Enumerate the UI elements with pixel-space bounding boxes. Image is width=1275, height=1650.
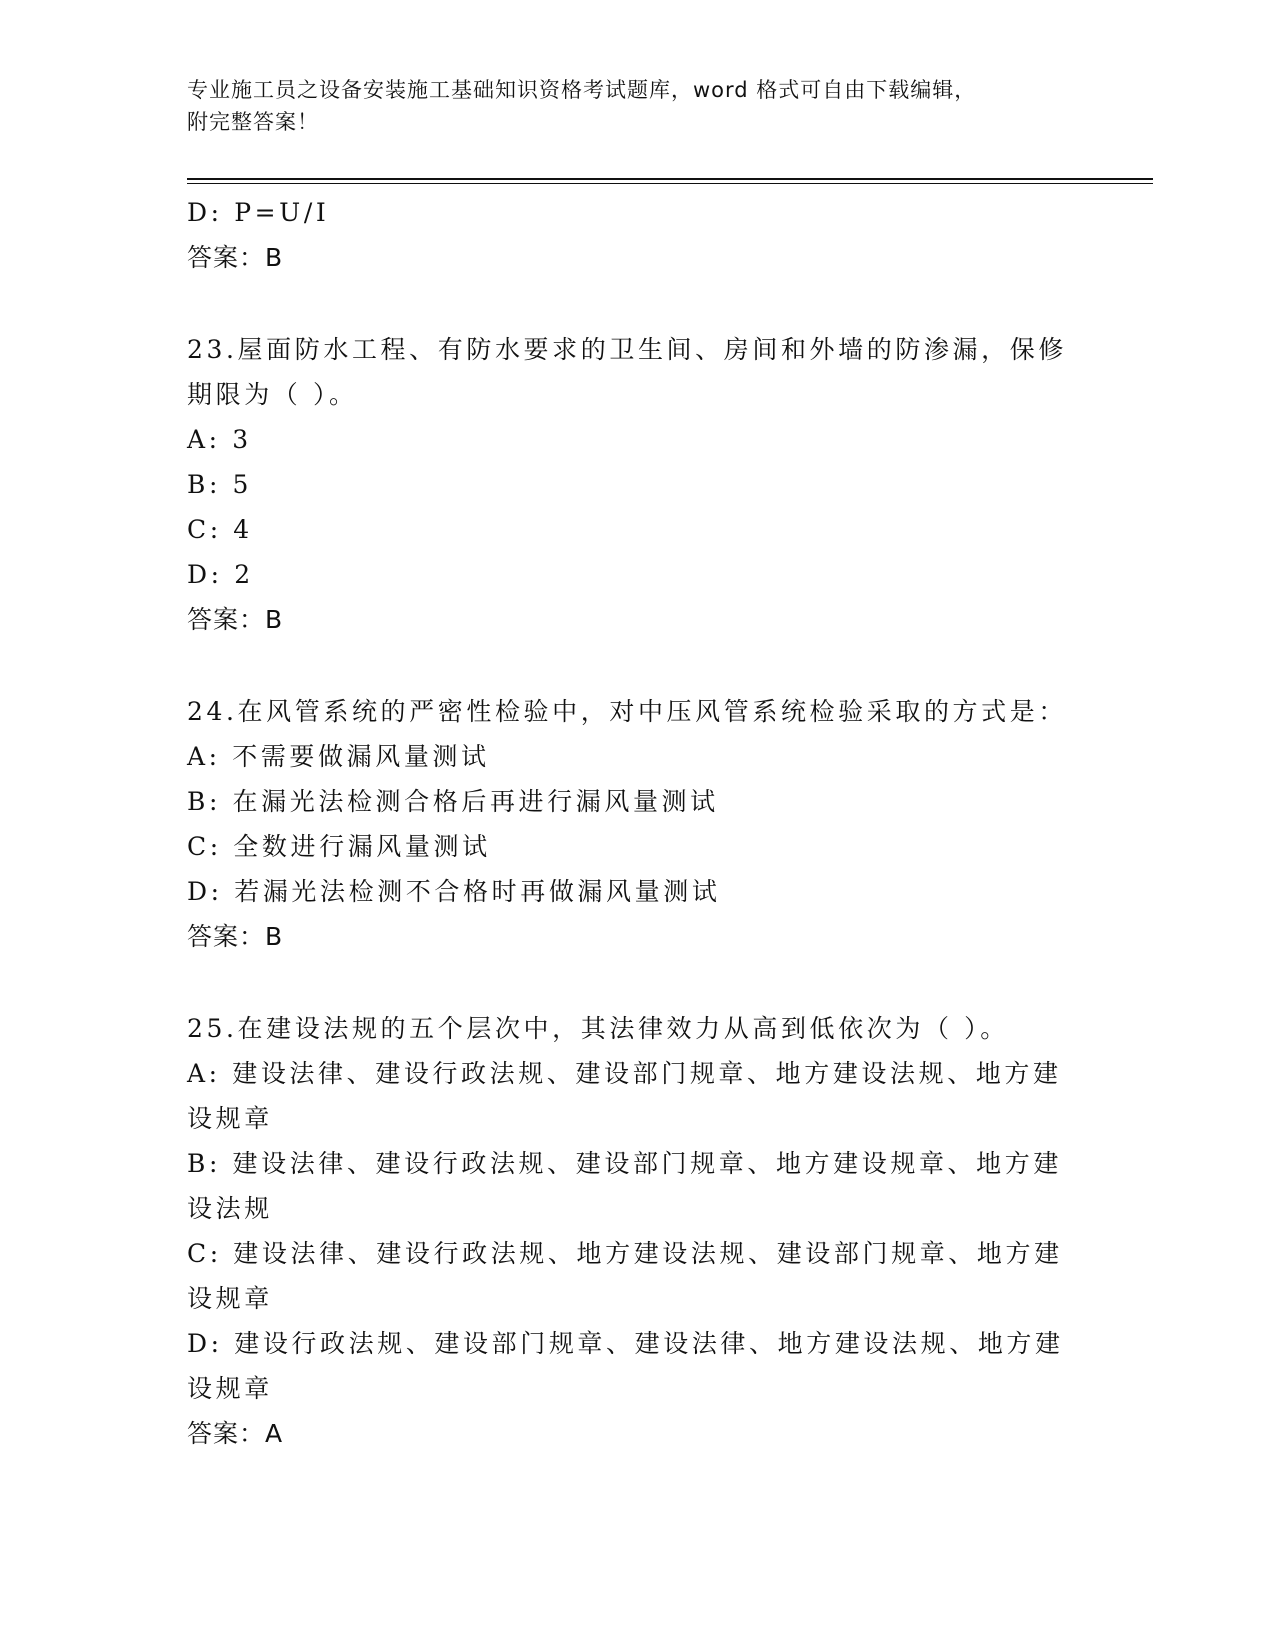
header-line-2: 附完整答案！: [187, 110, 319, 134]
option-d: D: 建设行政法规、建设部门规章、建设法律、地方建设法规、地方建: [187, 1329, 1064, 1358]
question-23: [187, 327, 1087, 643]
spacer: [187, 281, 1087, 327]
spacer: [187, 643, 1087, 689]
prev-answer: 答案：B: [187, 243, 284, 272]
option-a: A: 3: [187, 425, 252, 454]
option-c: C: 4: [187, 515, 253, 544]
prev-option-d: D: P=U/I: [187, 198, 330, 227]
option-d: D: 若漏光法检测不合格时再做漏风量测试: [187, 877, 721, 906]
option-d: D: 2: [187, 560, 254, 589]
header-rule-thick: [187, 178, 1153, 180]
option-c: C: 全数进行漏风量测试: [187, 832, 491, 861]
option-b: B: 建设法律、建设行政法规、建设部门规章、地方建设规章、地方建: [187, 1149, 1062, 1178]
question-stem: 23.屋面防水工程、有防水要求的卫生间、房间和外墙的防渗漏，保修: [187, 335, 1067, 364]
page-header: [187, 74, 1087, 138]
answer-label: 答案：B: [187, 922, 284, 951]
question-25: [187, 1006, 1087, 1457]
header-line-1: 专业施工员之设备安装施工基础知识资格考试题库，word 格式可自由下载编辑，: [187, 78, 977, 102]
question-24: [187, 689, 1087, 960]
question-content: [187, 190, 1087, 1457]
option-b: B: 在漏光法检测合格后再进行漏风量测试: [187, 787, 719, 816]
option-a-cont: 设规章: [187, 1104, 273, 1133]
question-stem: 期限为（ ）。: [187, 380, 358, 409]
option-d-cont: 设规章: [187, 1374, 273, 1403]
option-b: B: 5: [187, 470, 253, 499]
option-a: A: 建设法律、建设行政法规、建设部门规章、地方建设法规、地方建: [187, 1059, 1062, 1088]
answer-label: 答案：B: [187, 605, 284, 634]
header-rule-thin: [187, 183, 1153, 184]
answer-label: 答案：A: [187, 1419, 284, 1448]
option-a: A: 不需要做漏风量测试: [187, 742, 490, 771]
option-c: C: 建设法律、建设行政法规、地方建设法规、建设部门规章、地方建: [187, 1239, 1063, 1268]
spacer: [187, 960, 1087, 1006]
option-c-cont: 设规章: [187, 1284, 273, 1313]
question-stem: 25.在建设法规的五个层次中，其法律效力从高到低依次为（ ）。: [187, 1014, 1009, 1043]
question-stem: 24.在风管系统的严密性检验中，对中压风管系统检验采取的方式是：: [187, 697, 1067, 726]
option-b-cont: 设法规: [187, 1194, 273, 1223]
